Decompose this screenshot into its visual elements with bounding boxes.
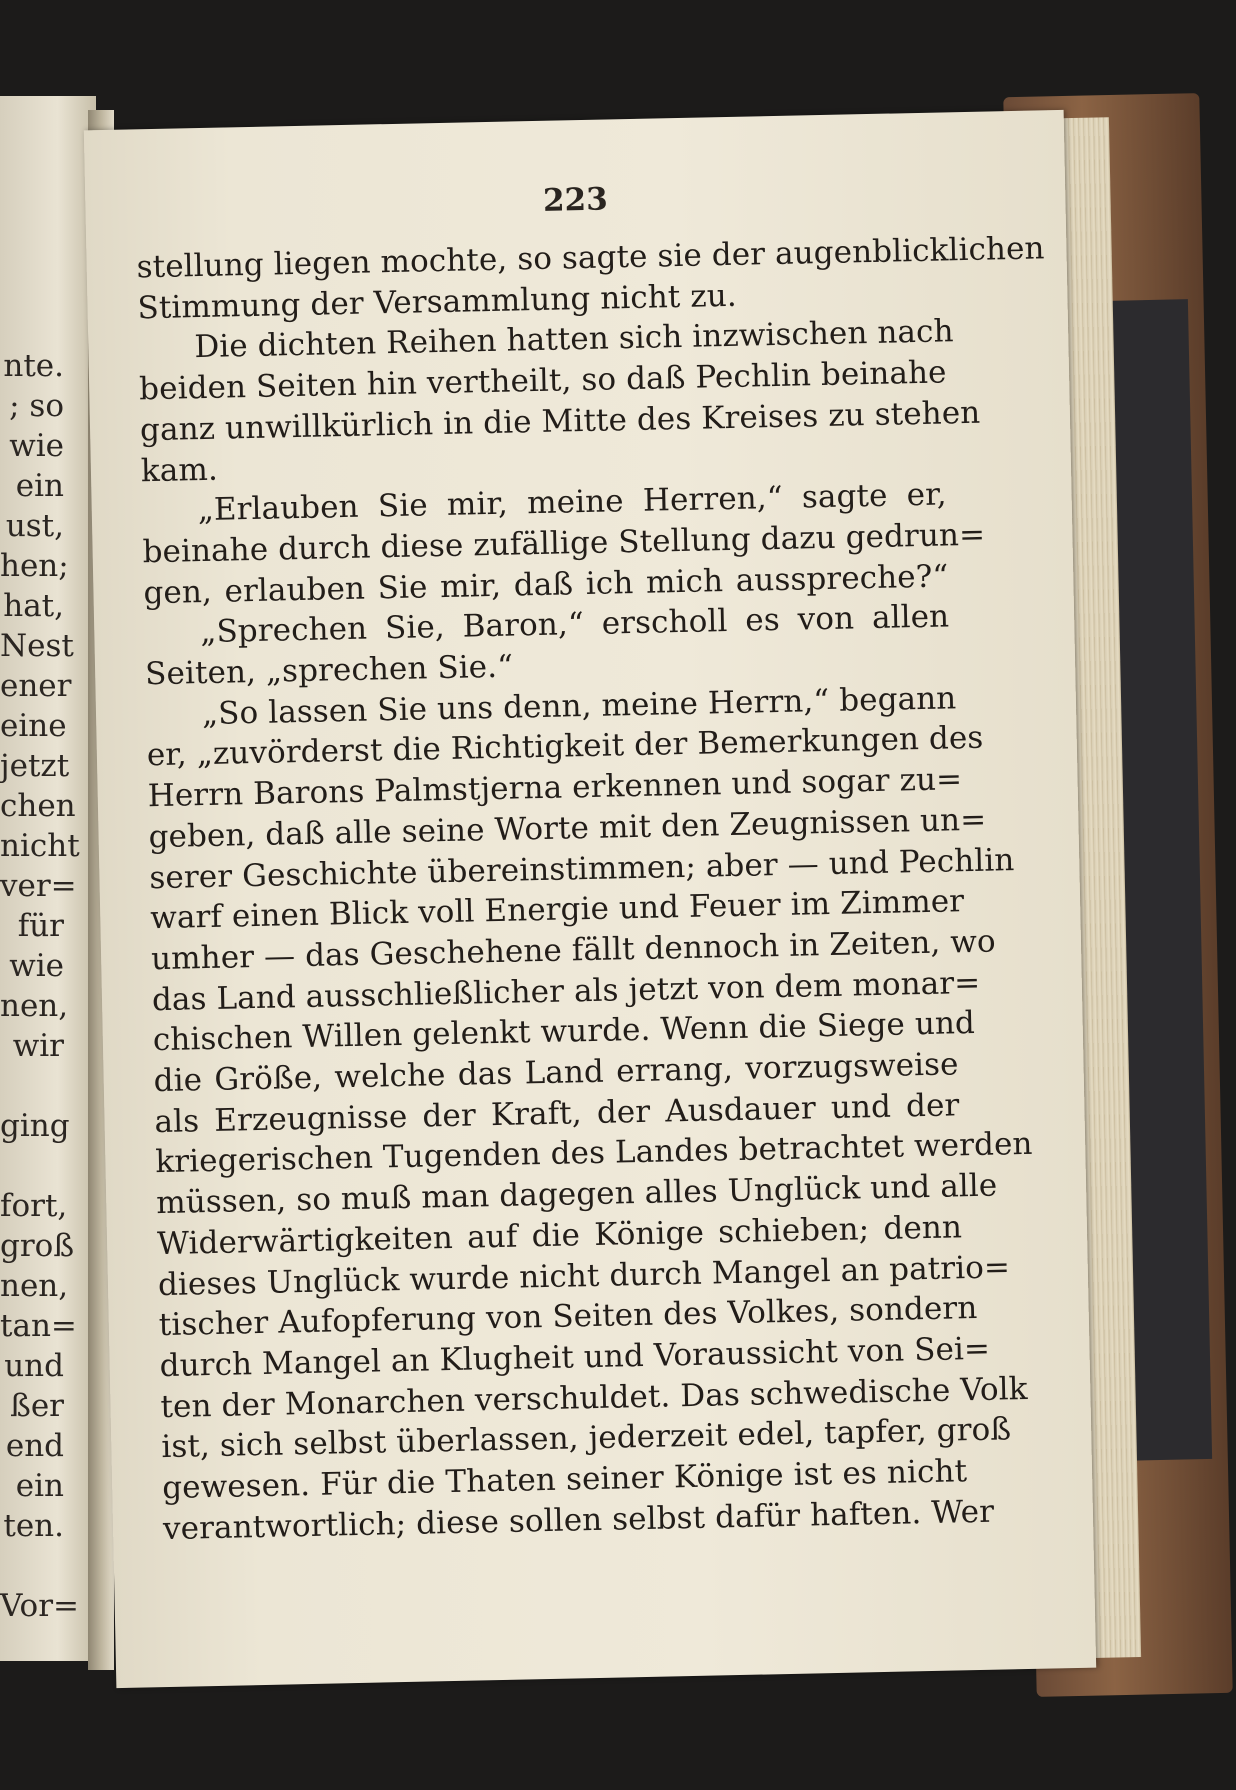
left-text-fragment: tan= bbox=[0, 1308, 77, 1344]
text-line: verantwortlich; diese sollen selbst dafür haften. Wer bbox=[162, 1493, 995, 1547]
text-line: Herrn Barons Palmstjerna erkennen und sogar zu= bbox=[147, 761, 963, 815]
left-text-fragment: ten. bbox=[3, 1508, 64, 1544]
left-text-fragment: groß bbox=[0, 1228, 75, 1264]
left-text-fragment: ener bbox=[0, 668, 72, 704]
text-line: Seiten, „sprechen Sie.“ bbox=[144, 648, 514, 693]
text-line: Die dichten Reihen hatten sich inzwischen nach bbox=[193, 313, 954, 366]
left-text-fragment: nen, bbox=[0, 988, 69, 1024]
text-line: kriegerischen Tugenden des Landes betrachtet werden bbox=[155, 1126, 1033, 1181]
left-text-fragment: nicht bbox=[0, 828, 80, 864]
text-line: Widerwärtigkeiten auf die Könige schieben; denn bbox=[156, 1209, 963, 1263]
left-page-text-fragments bbox=[0, 346, 80, 1626]
text-line: die Größe, welche das Land errang, vorzugsweise bbox=[153, 1046, 959, 1100]
left-text-fragment bbox=[0, 1546, 64, 1586]
text-line: tischer Aufopferung von Seiten des Volkes, sondern bbox=[158, 1290, 978, 1344]
text-line: serer Geschichte übereinstimmen; aber — und Pechlin bbox=[149, 841, 1015, 896]
text-line: geben, daß alle seine Worte mit den Zeugnissen un= bbox=[148, 801, 987, 856]
text-line: „Sprechen Sie, Baron,“ erscholl es von allen bbox=[199, 598, 950, 651]
left-text-fragment: wie bbox=[9, 948, 64, 984]
left-text-fragment: end bbox=[5, 1428, 64, 1464]
text-line: ten der Monarchen verschuldet. Das schwedische Volk bbox=[160, 1370, 1028, 1425]
text-line: dieses Unglück wurde nicht durch Mangel an patrio= bbox=[157, 1248, 1011, 1303]
left-text-fragment: wir bbox=[12, 1028, 64, 1064]
text-line: Stimmung der Versammlung nicht zu. bbox=[137, 277, 738, 327]
text-line: kam. bbox=[140, 451, 219, 489]
left-text-fragment: ust, bbox=[5, 508, 64, 544]
text-line: chischen Willen gelenkt wurde. Wenn die Siege und bbox=[152, 1005, 976, 1059]
left-text-fragment: ging bbox=[0, 1108, 70, 1144]
left-text-fragment: nte. bbox=[3, 348, 64, 384]
text-line: das Land ausschließlicher als jetzt von dem monar= bbox=[151, 964, 981, 1018]
right-page bbox=[84, 110, 1096, 1688]
left-text-fragment: Nest bbox=[0, 628, 74, 664]
left-text-fragment bbox=[0, 1146, 64, 1186]
left-text-fragment: ein bbox=[15, 1468, 64, 1504]
text-line: gen, erlauben Sie mir, daß ich mich ausspreche?“ bbox=[143, 558, 949, 611]
left-text-fragment: nen, bbox=[0, 1268, 69, 1304]
text-line: „So lassen Sie uns denn, meine Herrn,“ begann bbox=[201, 680, 957, 732]
text-line: beiden Seiten hin vertheilt, so daß Pechlin beinahe bbox=[138, 354, 947, 408]
left-text-fragment: und bbox=[4, 1348, 64, 1384]
left-text-fragment: hat, bbox=[3, 588, 64, 624]
left-text-fragment: für bbox=[17, 908, 64, 944]
left-text-fragment: ver= bbox=[0, 868, 77, 904]
left-text-fragment: fort, bbox=[0, 1188, 68, 1224]
text-line: beinahe durch diese zufällige Stellung dazu gedrun= bbox=[142, 516, 986, 571]
left-page bbox=[0, 96, 96, 1661]
text-line: durch Mangel an Klugheit und Voraussicht von Sei= bbox=[159, 1330, 991, 1385]
page-number: 223 bbox=[542, 181, 609, 219]
left-text-fragment: ein bbox=[15, 468, 64, 504]
page-body-text bbox=[136, 230, 1045, 1550]
text-line: warf einen Blick voll Energie und Feuer im Zimmer bbox=[149, 883, 965, 937]
left-text-fragment: Vor= bbox=[0, 1588, 79, 1624]
left-text-fragment bbox=[0, 1066, 64, 1106]
left-text-fragment: eine bbox=[0, 708, 67, 744]
left-text-fragment: ; so bbox=[9, 388, 64, 424]
text-line: ganz unwillkürlich in die Mitte des Kreises zu stehen bbox=[139, 394, 981, 449]
left-text-fragment: chen bbox=[0, 788, 76, 824]
text-line: gewesen. Für die Thaten seiner Könige ist es nicht bbox=[161, 1453, 968, 1507]
text-line: er, „zuvörderst die Richtigkeit der Bemerkungen des bbox=[146, 720, 984, 774]
text-line: stellung liegen mochte, so sagte sie der augenblicklichen bbox=[136, 230, 1045, 286]
text-line: ist, sich selbst überlassen, jederzeit edel, tapfer, groß bbox=[161, 1411, 1012, 1466]
text-line: „Erlauben Sie mir, meine Herren,“ sagte er, bbox=[197, 476, 947, 529]
left-text-fragment: wie bbox=[9, 428, 64, 464]
text-line: müssen, so muß man dagegen alles Unglück und alle bbox=[155, 1167, 998, 1222]
left-text-fragment: ßer bbox=[10, 1388, 64, 1424]
left-text-fragment: jetzt bbox=[0, 748, 70, 784]
text-line: als Erzeugnisse der Kraft, der Ausdauer und der bbox=[154, 1087, 960, 1140]
text-line: umher — das Geschehene fällt dennoch in Zeiten, wo bbox=[150, 923, 997, 978]
left-text-fragment: hen; bbox=[0, 548, 69, 584]
